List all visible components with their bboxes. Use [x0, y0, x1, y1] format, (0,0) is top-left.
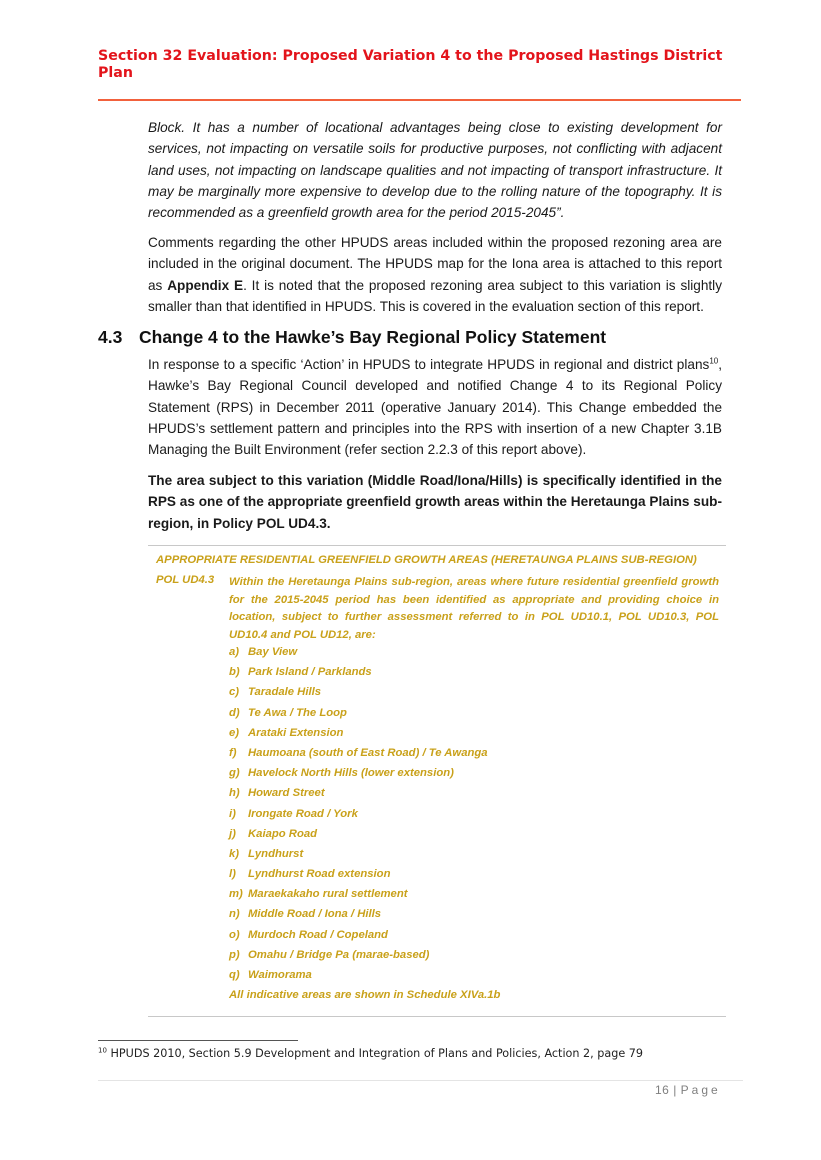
- footnote-text: HPUDS 2010, Section 5.9 Development and Integration of Plans and Policies, Action 2, page 79: [106, 1047, 644, 1060]
- list-item: [229, 727, 488, 747]
- list-item-label: f): [229, 746, 237, 759]
- list-item-label: l): [229, 868, 236, 881]
- list-item-label: b): [229, 666, 240, 679]
- list-item: [229, 686, 488, 706]
- page-number-value: 16: [655, 1083, 670, 1097]
- list-item-text: Te Awa / The Loop: [248, 706, 347, 719]
- list-item: [229, 747, 488, 767]
- comments-paragraph: [148, 232, 722, 317]
- list-item-text: Omahu / Bridge Pa (marae-based): [248, 948, 430, 961]
- list-item: [229, 949, 488, 969]
- policy-text: Within the Heretaunga Plains sub-region, areas where future residential greenfield growth for the 2015-2045 period has been identified as appropriate and providing choice in location, subject to further assessment referred to in POL UD10.1, POL UD10.3, POL UD10.4 and POL UD12, are:: [229, 576, 719, 641]
- list-item: [229, 767, 488, 787]
- footnote: [98, 1047, 643, 1060]
- list-item-text: Havelock North Hills (lower extension): [248, 767, 454, 780]
- quote-paragraph: Block. It has a number of locational advantages being close to existing development for services, not impacting on versatile soils for productive purposes, not conflicting with adjacent land uses, not impacting on landscape qualities and not impacting of transport infrastructure. It may be marginally more expensive to develop due to the rolling nature of the topography. It is recommended as a greenfield growth area for the period 2015-2045”.: [148, 120, 722, 221]
- list-item: [229, 666, 488, 686]
- list-item-text: Maraekakaho rural settlement: [248, 888, 408, 901]
- policy-box: [148, 545, 726, 1017]
- list-item-text: Park Island / Parklands: [248, 666, 372, 679]
- comments-text-before: Comments regarding the other HPUDS areas included within the proposed rezoning area are included in the original document. The HPUDS map for the Iona area is attached to this report as: [148, 235, 722, 293]
- list-item-text: Arataki Extension: [248, 726, 344, 739]
- list-item: [229, 787, 488, 807]
- section-heading: [98, 327, 606, 348]
- list-item-text: Lyndhurst: [248, 847, 304, 860]
- section-paragraph-2: The area subject to this variation (Middle Road/Iona/Hills) is specifically identified in the RPS as one of the appropriate greenfield growth areas within the Heretaunga Plains sub-region, in Policy POL UD4.3.: [148, 473, 722, 531]
- list-item: [229, 908, 488, 928]
- para1-text-before: In response to a specific ‘Action’ in HPUDS to integrate HPUDS in regional and district plans: [148, 357, 710, 372]
- page-separator: |: [669, 1083, 681, 1097]
- section-paragraph-1: [148, 354, 722, 460]
- list-item-text: Murdoch Road / Copeland: [248, 928, 388, 941]
- list-item-text: Waimorama: [248, 969, 312, 981]
- list-item: [229, 969, 488, 989]
- list-item-label: n): [229, 908, 240, 921]
- list-item-text: Howard Street: [248, 787, 325, 800]
- appendix-reference: Appendix E: [167, 277, 244, 293]
- list-item-label: i): [229, 807, 236, 820]
- list-item-label: k): [229, 847, 240, 860]
- section-number: 4.3: [98, 327, 123, 347]
- list-item-label: g): [229, 767, 240, 780]
- list-item-text: Irongate Road / York: [248, 807, 358, 820]
- footnote-reference[interactable]: 10: [709, 356, 719, 366]
- list-item-text: Bay View: [248, 646, 298, 658]
- list-item: [229, 707, 488, 727]
- list-item: [229, 808, 488, 828]
- list-item: [229, 646, 488, 666]
- list-item-label: p): [229, 948, 240, 961]
- footnote-number: 10: [98, 1046, 107, 1055]
- list-item-text: Middle Road / Iona / Hills: [248, 908, 382, 921]
- list-item-text: Kaiapo Road: [248, 827, 318, 840]
- list-item: [229, 868, 488, 888]
- header-divider: [98, 99, 741, 101]
- list-item-label: m): [229, 888, 243, 901]
- list-item-label: q): [229, 969, 240, 981]
- comments-text-after: . It is noted that the proposed rezoning area subject to this variation is slightly smaller than that identified in HPUDS. This is covered in the evaluation section of this report.: [148, 277, 722, 314]
- policy-title: APPROPRIATE RESIDENTIAL GREENFIELD GROWTH AREAS (HERETAUNGA PLAINS SUB-REGION): [156, 554, 697, 566]
- list-item-label: a): [229, 646, 240, 658]
- list-item-label: h): [229, 787, 240, 800]
- list-item-label: j): [229, 827, 236, 840]
- document-title: Section 32 Evaluation: Proposed Variation 4 to the Proposed Hastings District Plan: [98, 48, 723, 81]
- policy-area-list: [229, 646, 488, 989]
- para1-text-after: , Hawke’s Bay Regional Council developed and notified Change 4 to its Regional Policy Statement (RPS) in December 2011 (operative January 2014). This Change embedded the HPUDS’s settlement pattern and principles into the RPS with insertion of a new Chapter 3.1B Managing the Built Environment (refer section 2.2.3 of this report above).: [148, 357, 722, 458]
- list-item-label: c): [229, 686, 240, 699]
- list-item: [229, 929, 488, 949]
- list-item-text: Lyndhurst Road extension: [248, 868, 391, 881]
- list-item-label: o): [229, 928, 240, 941]
- list-item-label: d): [229, 706, 240, 719]
- footer-divider: [98, 1080, 743, 1081]
- page-number: [655, 1083, 721, 1097]
- list-item-text: Taradale Hills: [248, 686, 322, 699]
- section-title: Change 4 to the Hawke’s Bay Regional Policy Statement: [139, 327, 607, 347]
- list-item: [229, 848, 488, 868]
- policy-footer-note: All indicative areas are shown in Schedule XIVa.1b: [229, 989, 501, 1001]
- page-label: Page: [680, 1083, 721, 1097]
- list-item: [229, 888, 488, 908]
- list-item: [229, 828, 488, 848]
- list-item-text: Haumoana (south of East Road) / Te Awanga: [248, 746, 488, 759]
- list-item-label: e): [229, 726, 240, 739]
- policy-code: POL UD4.3: [156, 574, 215, 586]
- footnote-divider: [98, 1040, 298, 1041]
